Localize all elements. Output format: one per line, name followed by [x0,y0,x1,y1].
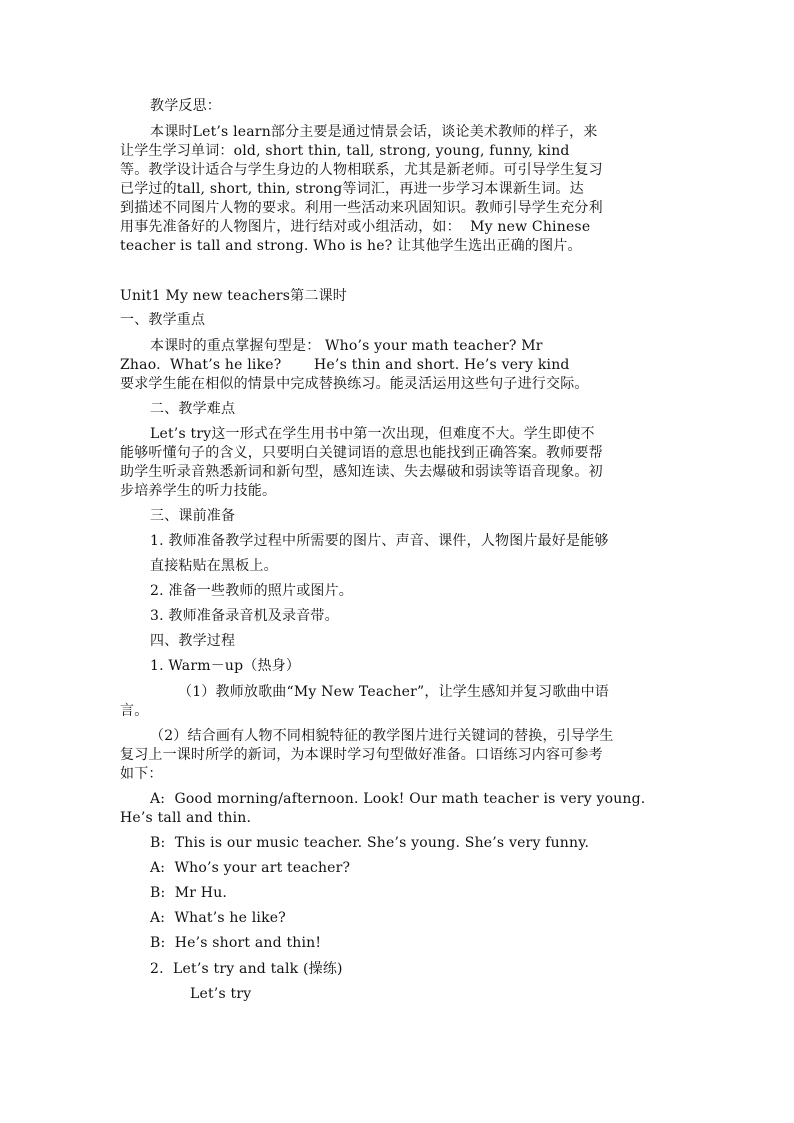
step-heading: 2. Let’s try and talk (操练) [150,961,343,977]
paragraph-line: Zhao. What’s he like? He’s thin and short. He’s very kind [120,357,570,373]
reflection-heading: 教学反思： [150,98,221,114]
step-heading: 1. Warm－up（热身） [150,658,301,674]
list-item: 3. 教师准备录音机及录音带。 [150,608,339,624]
paragraph-line: Let’s try这一形式在学生用书中第一次出现，但难度不大。学生即使不 [150,426,595,442]
paragraph-line: 本课时的重点掌握句型是： Who’s your math teacher? Mr [150,338,543,354]
list-item: 2. 准备一些教师的照片或图片。 [150,583,354,599]
dialog-line: B: He’s short and thin! [150,935,322,951]
reflection-line: 已学过的tall, short, thin, strong等词汇，再进一步学习本课新生词。达 [120,181,584,197]
dialog-line: A: What’s he like? [150,910,286,926]
section-heading: 二、教学难点 [150,401,236,417]
reflection-line: 用事先准备好的人物图片，进行结对或小组活动，如： My new Chinese [120,219,591,235]
dialog-line: B: This is our music teacher. She’s young. She’s very funny. [150,835,590,851]
section-heading: 三、课前准备 [150,508,236,524]
paragraph-line: 要求学生能在相似的情景中完成替换练习。能灵活运用这些句子进行交际。 [120,376,589,392]
dialog-line: He’s tall and thin. [120,810,252,826]
paragraph-line: 步培养学生的听力技能。 [120,483,277,499]
list-item: 1. 教师准备教学过程中所需要的图片、声音、课件，人物图片最好是能够 [150,533,609,549]
reflection-line: 本课时Let’s learn部分主要是通过情景会话，谈论美术教师的样子，来 [150,124,598,140]
paragraph-line: 助学生听录音熟悉新词和新句型，感知连读、失去爆破和弱读等语音现象。初 [120,464,603,480]
paragraph-line: （1）教师放歌曲“My New Teacher”，让学生感知并复习歌曲中语 [178,684,610,700]
dialog-line: B: Mr Hu. [150,885,228,901]
paragraph-line: 能够听懂句子的含义，只要明白关键词语的意思也能找到正确答案。教师要帮 [120,445,603,461]
paragraph-line: 如下： [120,766,163,782]
reflection-line: 让学生学习单词：old, short thin, tall, strong, young, funny, kind [120,143,570,159]
reflection-line: 等。教学设计适合与学生身边的人物相联系，尤其是新老师。可引导学生复习 [120,162,603,178]
paragraph-line: 言。 [120,703,149,719]
section-heading: 一、教学重点 [120,312,206,328]
lesson-title: Unit1 My new teachers第二课时 [120,288,347,304]
section-heading: 四、教学过程 [150,633,236,649]
paragraph-line: （2）结合画有人物不同相貌特征的教学图片进行关键词的替换，引导学生 [150,728,614,744]
reflection-line: teacher is tall and strong. Who is he? 让其他学生选出正确的图片。 [120,238,582,254]
dialog-line: A: Who’s your art teacher? [150,860,351,876]
dialog-line: A: Good morning/afternoon. Look! Our math teacher is very young. [150,791,646,807]
subheading: Let’s try [190,986,252,1002]
list-item: 直接粘贴在黑板上。 [150,558,278,574]
reflection-line: 到描述不同图片人物的要求。利用一些活动来巩固知识。教师引导学生充分利 [120,200,603,216]
paragraph-line: 复习上一课时所学的新词，为本课时学习句型做好准备。口语练习内容可参考 [120,747,603,763]
